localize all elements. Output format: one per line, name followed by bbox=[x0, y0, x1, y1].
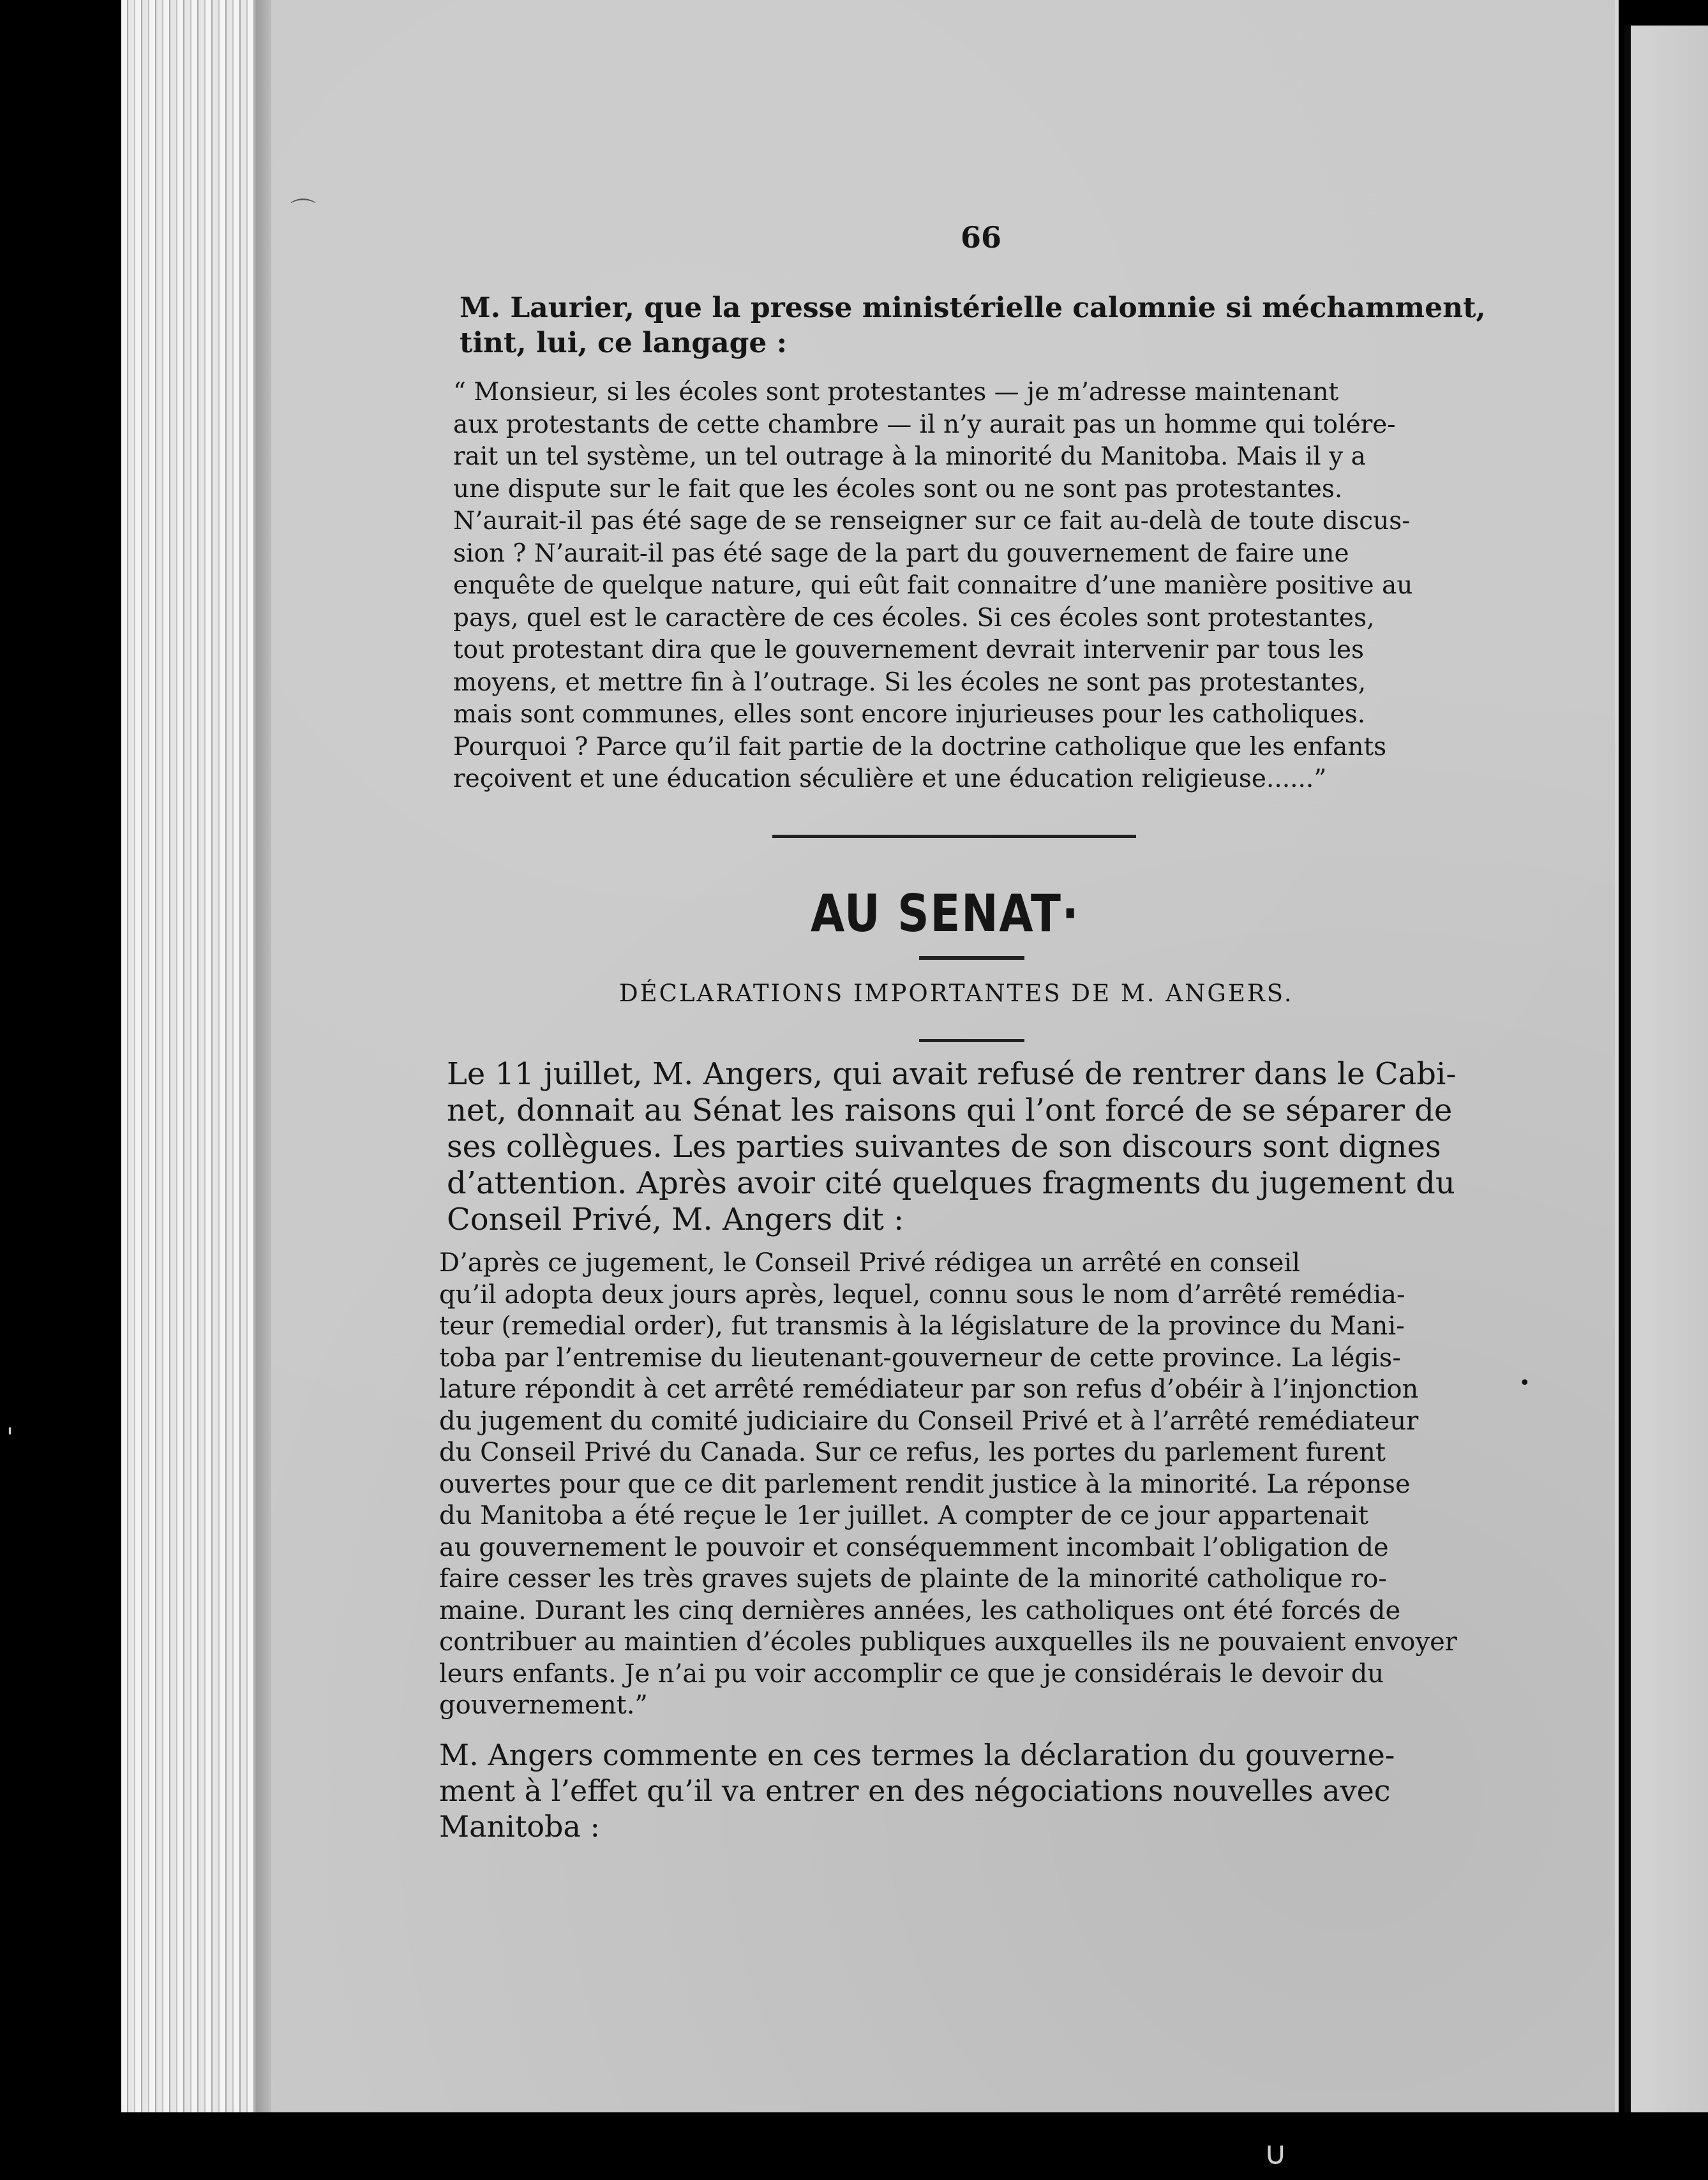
page-stack-edge bbox=[121, 0, 274, 2180]
quote-line: Pourquoi ? Parce qu’il fait partie de la doctrine catholique que les enfants bbox=[453, 732, 1387, 761]
quote-line: “ Monsieur, si les écoles sont protestantes — je m’adresse maintenant bbox=[453, 378, 1339, 407]
quote-line: aux protestants de cette chambre — il n’y aurait pas un homme qui tolére- bbox=[453, 410, 1396, 439]
paragraph-line: Conseil Privé, M. Angers dit : bbox=[447, 1202, 904, 1237]
quote-line: au gouvernement le pouvoir et conséquemment incombait l’obligation de bbox=[439, 1532, 1389, 1562]
section-subheading: DÉCLARATIONS IMPORTANTES DE M. ANGERS. bbox=[619, 980, 1294, 1007]
quote-line: maine. Durant les cinq dernières années, les catholiques ont été forcés de bbox=[439, 1595, 1401, 1625]
quote-line: lature répondit à cet arrêté remédiateur par son refus d’obéir à l’injonction bbox=[439, 1375, 1419, 1404]
quote-line: leurs enfants. Je n’ai pu voir accomplir ce que je considérais le devoir du bbox=[439, 1659, 1384, 1689]
paragraph-line: ment à l’effet qu’il va entrer en des négociations nouvelles avec bbox=[439, 1773, 1391, 1808]
quote-line: mais sont communes, elles sont encore injurieuses pour les catholiques. bbox=[453, 700, 1366, 729]
left-scan-artifact: ' bbox=[6, 1423, 13, 1452]
paragraph-line: M. Angers commente en ces termes la déclaration du gouverne- bbox=[439, 1738, 1395, 1772]
quote-line: sion ? N’aurait-il pas été sage de la part du gouvernement de faire une bbox=[453, 539, 1349, 568]
intro-paragraph bbox=[460, 290, 1500, 361]
angers-paragraph bbox=[447, 1056, 1487, 1238]
quote-line: du Conseil Privé du Canada. Sur ce refus, les portes du parlement furent bbox=[439, 1438, 1386, 1467]
quote-line: toba par l’entremise du lieutenant-gouverneur de cette province. La légis- bbox=[439, 1343, 1401, 1373]
bottom-scan-artifact: ∪ bbox=[1264, 2135, 1287, 2172]
comment-paragraph bbox=[439, 1737, 1486, 1844]
quote-line: faire cesser les très graves sujets de plainte de la minorité catholique ro- bbox=[439, 1564, 1387, 1594]
paragraph-line: Manitoba : bbox=[439, 1809, 601, 1844]
quote-line: gouvernement.” bbox=[439, 1691, 648, 1720]
scan-bottom-border bbox=[0, 2112, 1708, 2180]
quote-line: enquête de quelque nature, qui eût fait connaitre d’une manière positive au bbox=[453, 571, 1413, 600]
paragraph-line: d’attention. Après avoir cité quelques fragments du jugement du bbox=[447, 1165, 1455, 1201]
heading-underline bbox=[919, 956, 1024, 960]
quote-line: pays, quel est le caractère de ces écoles. Si ces écoles sont protestantes, bbox=[453, 603, 1375, 632]
quote-line: rait un tel système, un tel outrage à la minorité du Manitoba. Mais il y a bbox=[453, 442, 1366, 471]
margin-smudge-mark: ⌒ bbox=[290, 197, 316, 227]
quote-line: moyens, et mettre fin à l’outrage. Si les écoles ne sont pas protestantes, bbox=[453, 668, 1367, 697]
quote-line: N’aurait-il pas été sage de se renseigner sur ce fait au-delà de toute discus- bbox=[453, 507, 1411, 535]
quote-line: D’après ce jugement, le Conseil Privé rédigea un arrêté en conseil bbox=[439, 1248, 1300, 1278]
laurier-quote bbox=[453, 377, 1500, 796]
quote-line: tout protestant dira que le gouvernement devrait intervenir par tous les bbox=[453, 636, 1365, 664]
paragraph-line: Le 11 juillet, M. Angers, qui avait refusé de rentrer dans le Cabi- bbox=[447, 1056, 1457, 1092]
section-heading: AU SENAT· bbox=[811, 884, 1080, 943]
subheading-underline bbox=[919, 1039, 1024, 1042]
quote-line: reçoivent et une éducation séculière et une éducation religieuse......” bbox=[453, 765, 1327, 793]
section-divider bbox=[772, 835, 1136, 838]
quote-line: contribuer au maintien d’écoles publiques auxquelles ils ne pouvaient envoyer bbox=[439, 1627, 1457, 1657]
paragraph-line: net, donnait au Sénat les raisons qui l’ont forcé de se séparer de bbox=[447, 1093, 1453, 1128]
paragraph-line: ses collègues. Les parties suivantes de son discours sont dignes bbox=[447, 1129, 1441, 1165]
page-number: 66 bbox=[961, 220, 1002, 255]
ink-dot-mark: • bbox=[1519, 1372, 1531, 1394]
quote-line: du jugement du comité judiciaire du Conseil Privé et à l’arrêté remédiateur bbox=[439, 1406, 1419, 1436]
quote-line: une dispute sur le fait que les écoles sont ou ne sont pas protestantes. bbox=[453, 474, 1343, 504]
intro-line: M. Laurier, que la presse ministérielle calomnie si méchamment, bbox=[460, 292, 1486, 324]
intro-line: tint, lui, ce langage : bbox=[460, 327, 787, 359]
quote-line: qu’il adopta deux jours après, lequel, connu sous le nom d’arrêté remédia- bbox=[439, 1280, 1405, 1310]
quote-line: ouvertes pour que ce dit parlement rendit justice à la minorité. La réponse bbox=[439, 1469, 1411, 1499]
angers-quote bbox=[439, 1248, 1486, 1722]
quote-line: teur (remedial order), fut transmis à la législature de la province du Mani- bbox=[439, 1311, 1405, 1341]
next-page-edge bbox=[1624, 26, 1708, 2131]
quote-line: du Manitoba a été reçue le 1er juillet. A compter de ce jour appartenait bbox=[439, 1501, 1368, 1530]
